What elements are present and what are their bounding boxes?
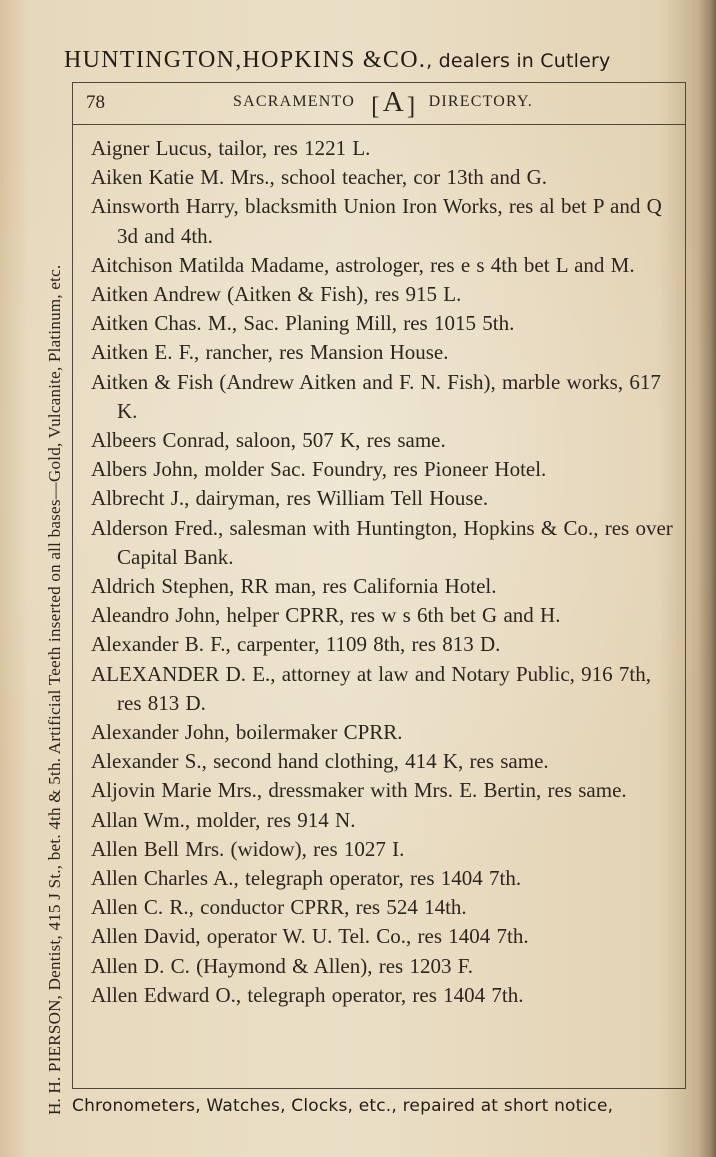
directory-entry: Albeers Conrad, saloon, 507 K, res same.: [91, 428, 446, 453]
directory-entry: Aldrich Stephen, RR man, res California Hotel.: [91, 574, 497, 599]
directory-entry: Aiken Katie M. Mrs., school teacher, cor 13th and G.: [91, 165, 548, 190]
directory-entry: Aitken Chas. M., Sac. Planing Mill, res 1015 5th.: [91, 311, 515, 336]
directory-entry: Aleandro John, helper CPRR, res w s 6th bet G and H.: [91, 603, 561, 628]
directory-entry: Allen C. R., conductor CPRR, res 524 14th.: [91, 895, 467, 920]
directory-entry: Albers John, molder Sac. Foundry, res Pioneer Hotel.: [91, 457, 547, 482]
directory-entry: Alderson Fred., salesman with Huntington, Hopkins & Co., res over Capital Bank.: [91, 515, 673, 569]
directory-entry: Albrecht J., dairyman, res William Tell House.: [91, 486, 489, 511]
directory-entry: Alexander John, boilermaker CPRR.: [91, 720, 403, 745]
top-advertisement-firm: HUNTINGTON,HOPKINS &CO.: [64, 47, 427, 73]
directory-entry: Ainsworth Harry, blacksmith Union Iron Works, res al bet P and Q 3d and 4th.: [91, 194, 662, 248]
directory-entry: Allen David, operator W. U. Tel. Co., res 1404 7th.: [91, 924, 529, 949]
section-bracket-close: ]: [406, 93, 417, 120]
directory-entry: Allan Wm., molder, res 914 N.: [91, 807, 356, 832]
section-letter-box: [369, 86, 418, 120]
directory-entry: ALEXANDER D. E., attorney at law and Notary Public, 916 7th, res 813 D.: [91, 661, 651, 715]
header-left-word: SACRAMENTO: [233, 93, 355, 110]
directory-entry: Alexander B. F., carpenter, 1109 8th, res 813 D.: [91, 632, 501, 657]
side-advertisement: H. H. PIERSON, Dentist, 415 J St., bet. 4th & 5th. Artificial Teeth inserted on all bases—Gold, Vulcanite, Platinum, etc.: [45, 264, 64, 1115]
directory-entry: Aitken Andrew (Aitken & Fish), res 915 L.: [91, 282, 462, 307]
directory-entry: Aigner Lucus, tailor, res 1221 L.: [91, 136, 371, 160]
section-letter: A: [382, 86, 405, 118]
page-number: 78: [86, 92, 105, 113]
directory-entry: Aitchison Matilda Madame, astrologer, res e s 4th bet L and M.: [91, 252, 635, 277]
page-binding-shadow: [698, 0, 716, 1157]
directory-entry: Allen D. C. (Haymond & Allen), res 1203 F.: [91, 953, 473, 978]
directory-entry: Aljovin Marie Mrs., dressmaker with Mrs. E. Bertin, res same.: [91, 778, 627, 803]
directory-entry: Allen Edward O., telegraph operator, res 1404 7th.: [91, 982, 524, 1007]
top-advertisement-trade: , dealers in Cutlery: [426, 50, 611, 72]
header-rule: [73, 124, 685, 125]
directory-header: [233, 86, 553, 120]
directory-entry: Allen Bell Mrs. (widow), res 1027 I.: [91, 836, 405, 861]
directory-entry: Alexander S., second hand clothing, 414 K, res same.: [91, 749, 549, 774]
top-advertisement: [64, 42, 694, 78]
directory-frame: [72, 82, 686, 1089]
header-right-word: DIRECTORY.: [428, 93, 533, 110]
section-bracket-open: [: [371, 93, 381, 120]
directory-entry: Aitken & Fish (Andrew Aitken and F. N. Fish), marble works, 617 K.: [91, 369, 661, 423]
bottom-advertisement: Chronometers, Watches, Clocks, etc., repaired at short notice,: [72, 1096, 614, 1116]
directory-entry: Aitken E. F., rancher, res Mansion House.: [91, 340, 449, 365]
directory-entries: [91, 134, 676, 1010]
directory-entry: Allen Charles A., telegraph operator, res 1404 7th.: [91, 866, 522, 891]
